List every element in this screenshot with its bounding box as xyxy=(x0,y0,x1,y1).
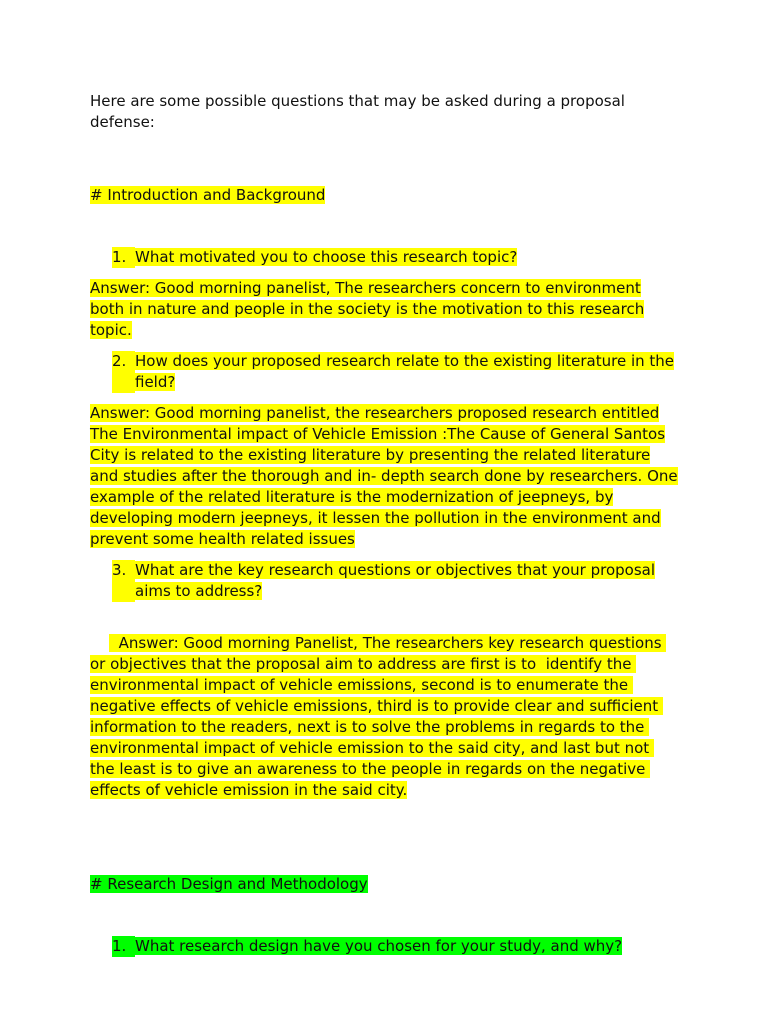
intro-text: Here are some possible questions that may be asked during a proposal defense: xyxy=(90,92,625,131)
question-text: What motivated you to choose this research topic? xyxy=(135,248,518,266)
section-heading-methodology xyxy=(90,874,678,895)
question-item xyxy=(90,247,678,268)
question-number: 3. xyxy=(112,560,135,602)
question-text: What are the key research questions or objectives that your proposal aims to address? xyxy=(135,561,655,600)
question-number: 1. xyxy=(112,247,135,268)
intro-paragraph xyxy=(90,91,678,133)
section-heading-text: # Introduction and Background xyxy=(90,186,326,204)
question-text: What research design have you chosen for your study, and why? xyxy=(135,937,623,955)
question-item xyxy=(90,560,678,602)
answer-text: Answer: Good morning Panelist, The researchers key research questions or objectives that the proposal aim to address are first is to identify the environmental impact of vehicle emissions, second is to enumerate the negative effects of vehicle emissions, third is to provide clear and sufficient information to the readers, next is to solve the problems in regards to the environmental impact of vehicle emission to the said city, and last but not the least is to give an awareness to the people in regards on the negative effects of vehicle emission in the said city. xyxy=(90,634,667,799)
question-item xyxy=(90,351,678,393)
answer-paragraph xyxy=(90,278,678,341)
answer-text: Answer: Good morning panelist, The researchers concern to environment both in nature and people in the society is the motivation to this research topic. xyxy=(90,279,645,339)
section-heading-introduction xyxy=(90,185,678,206)
question-item xyxy=(90,936,678,957)
question-number: 1. xyxy=(112,936,135,957)
answer-paragraph xyxy=(90,403,678,550)
question-number: 2. xyxy=(112,351,135,393)
answer-paragraph xyxy=(90,612,678,822)
section-heading-text: # Research Design and Methodology xyxy=(90,875,368,893)
question-text: How does your proposed research relate to the existing literature in the field? xyxy=(135,352,674,391)
answer-text: Answer: Good morning panelist, the researchers proposed research entitled The Environmental impact of Vehicle Emission :The Cause of General Santos City is related to the existing literature by presenting the related literature and studies after the thorough and in- depth search done by researchers. One example of the related literature is the modernization of jeepneys, by developing modern jeepneys, it lessen the pollution in the environment and prevent some health related issues xyxy=(90,404,678,548)
